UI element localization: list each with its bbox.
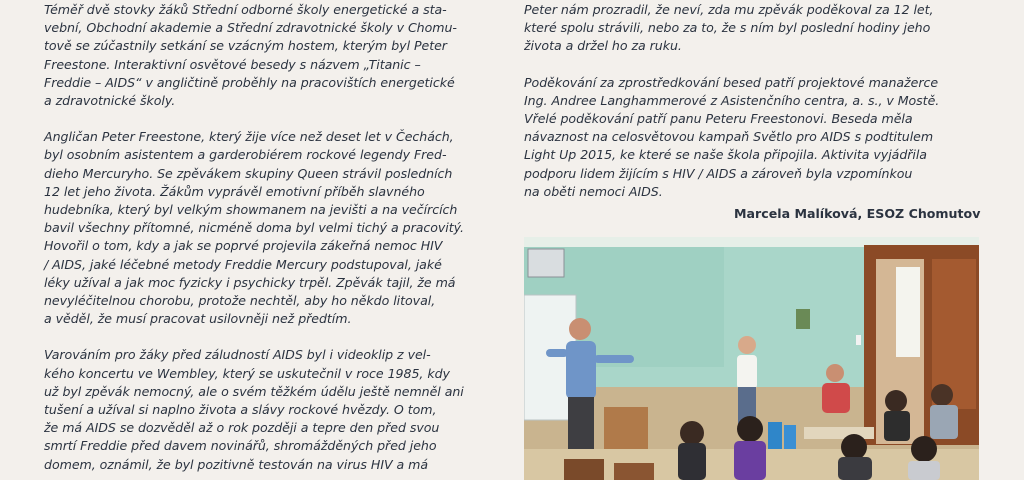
paragraph-line: vební, Obchodní akademie a Střední zdravotnické školy v Chomu- [44,20,457,36]
paragraph-line: / AIDS, jaké léčebné metody Freddie Mercury podstupoval, jaké [44,256,442,272]
paragraph-line: 12 let jeho života. Žákům vyprávěl emotivní příběh slavného [44,183,425,199]
paragraph-line: léky užíval a jak moc fyzicky i psychicky trpěl. Zpěvák tajil, že má [44,274,456,290]
paragraph-line: na oběti nemoci AIDS. [524,183,663,199]
paragraph-line: dieho Mercuryho. Se zpěvákem skupiny Queen strávil posledních [44,165,453,181]
paragraph-line: smrtí Freddie před davem novinářů, shromážděných před jeho [44,438,437,454]
classroom-photo-illustration [524,237,979,480]
paragraph-line: Poděkování za zprostředkování besed patří projektové manažerce [524,74,939,90]
paragraph-line: života a držel ho za ruku. [524,38,682,54]
paragraph-line: Hovořil o tom, kdy a jak se poprvé projevila zákeřná nemoc HIV [44,238,443,254]
paragraph-line: tově se zúčastnily setkání se vzácným hostem, kterým byl Peter [44,38,447,54]
paragraph-line: kého koncertu ve Wembley, který se uskutečnil v roce 1985, kdy [44,365,450,381]
paragraph-line: nevyléčitelnou chorobu, protože nechtěl, aby ho někdo litoval, [44,293,436,309]
paragraph-line: návaznost na celosvětovou kampaň Světlo pro AIDS s podtitulem [524,129,934,145]
paragraph-line: domem, oznámil, že byl pozitivně testován na virus HIV a má [44,456,429,472]
paragraph-line: Ing. Andree Langhammerové z Asistenčního centra, a. s., v Mostě. [524,92,940,108]
classroom-photo [524,237,979,480]
author-signature: Marcela Malíková, ESOZ Chomutov [734,206,981,221]
paragraph-line: hudebníka, který byl velkým showmanem na jevišti a na večírcích [44,202,458,218]
paragraph-line: už byl zpěvák nemocný, ale o svém těžkém údělu ještě nemněl ani [44,383,464,399]
paragraph-line: byl osobním asistentem a garderobiérem rockové legendy Fred- [44,147,447,163]
paragraph-line: Peter nám prozradil, že neví, zda mu zpěvák poděkoval za 12 let, [524,2,934,17]
paragraph-line: tušení a užíval si naplno života a slávy rockové hvězdy. O tom, [44,402,437,418]
paragraph-line: Téměř dvě stovky žáků Střední odborné školy energetické a sta- [44,2,447,17]
paragraph-line: Freddie – AIDS“ v angličtině proběhly na pracovištích energetické [44,74,455,90]
paragraph-line: že má AIDS se dozvěděl až o rok později a tepre den před svou [44,420,440,436]
paragraph-line: Vřelé poděkování patří panu Peteru Freestonovi. Beseda měla [524,111,913,127]
paragraph-line: Freestone. Interaktivní osvětové besedy s názvem „Titanic – [44,56,421,72]
paragraph-line: Light Up 2015, ke které se naše škola připojila. Aktivita vyjádřila [524,147,927,163]
paragraph-line: které spolu strávili, nebo za to, že s ním byl poslední hodiny jeho [524,20,931,36]
article-right-column [524,1,984,201]
article-left-column [44,1,500,474]
paragraph-line: Angličan Peter Freestone, který žije více než deset let v Čechách, [44,129,454,145]
paragraph-line: podporu lidem žijícím s HIV / AIDS a zároveň byla vzpomínkou [524,165,913,181]
paragraph-line: a zdravotnické školy. [44,93,176,109]
paragraph-line: a věděl, že musí pracovat usilovněji než předtím. [44,311,352,327]
paragraph-line: bavil všechny přítomné, nicméně doma byl velmi tichý a pracovitý. [44,220,465,236]
paragraph-line: Varováním pro žáky před záludností AIDS byl i videoklip z vel- [44,347,431,363]
